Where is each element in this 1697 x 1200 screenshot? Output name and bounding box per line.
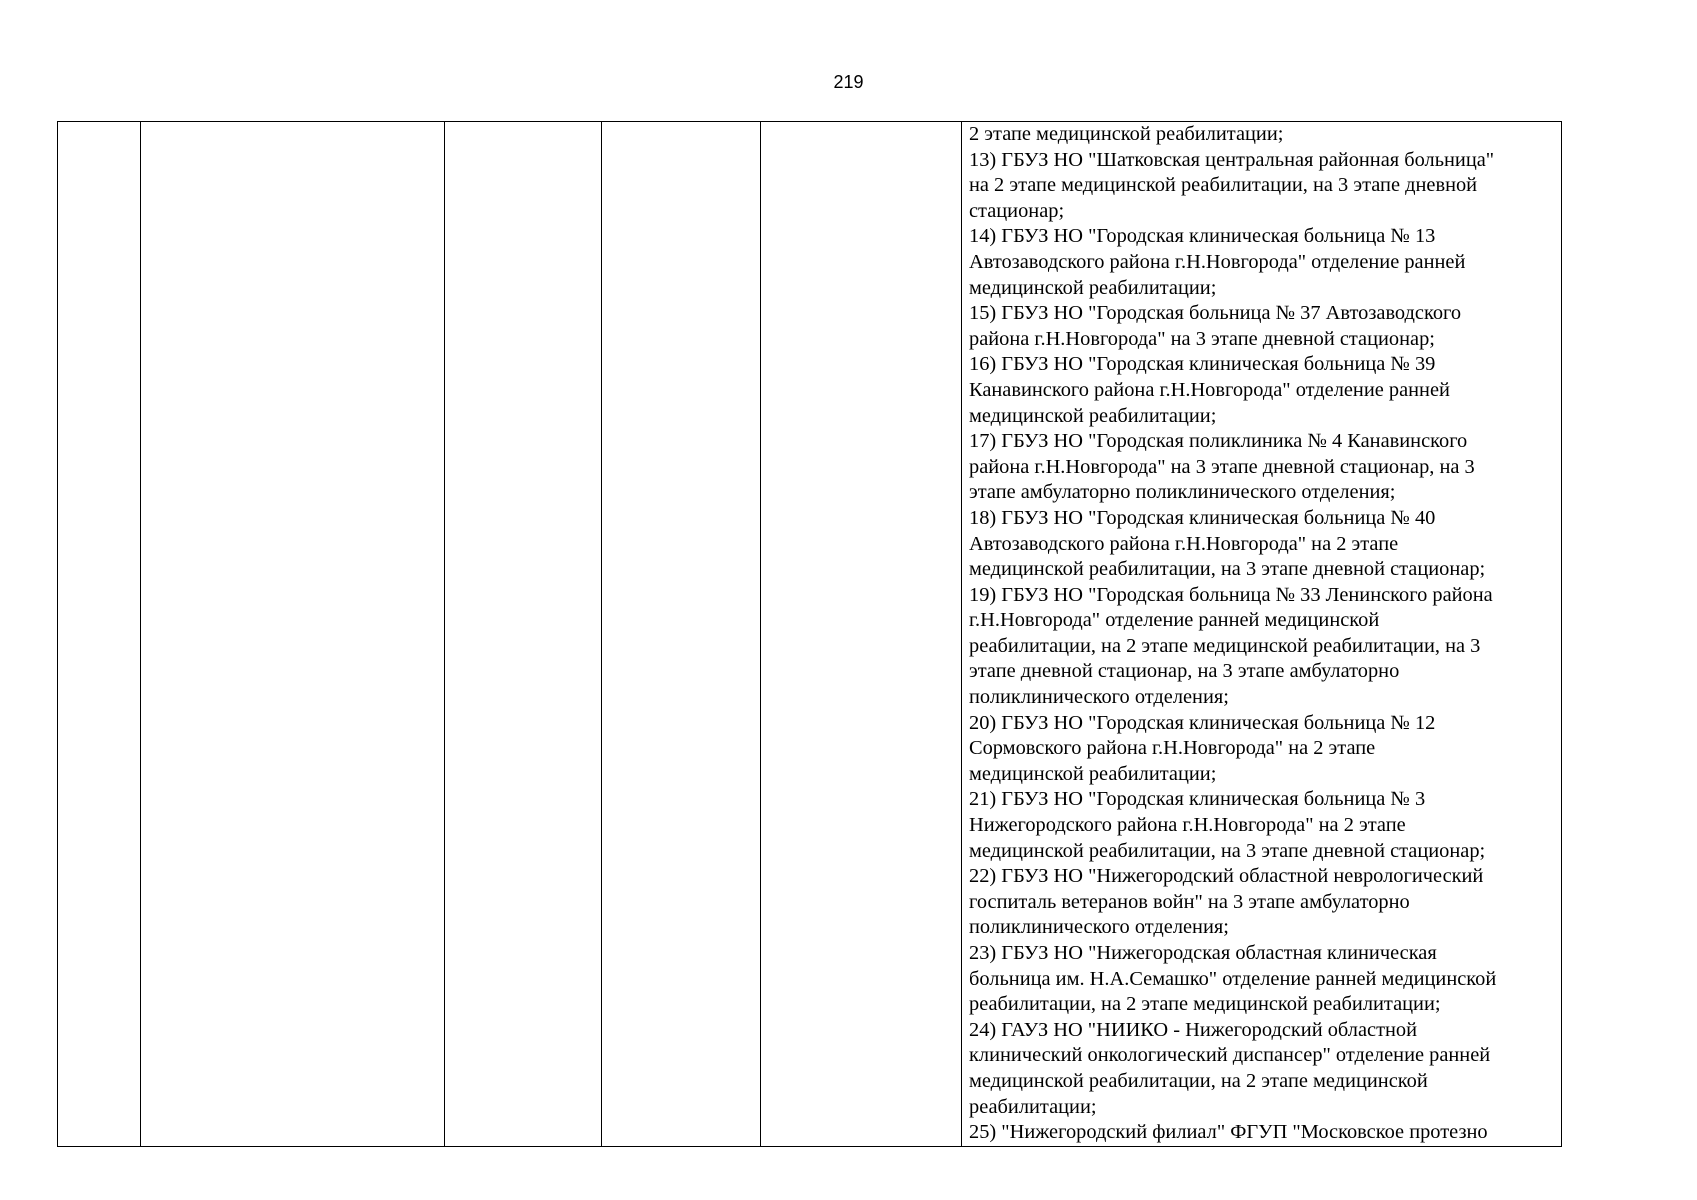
table-cell-col-3 <box>445 122 602 1147</box>
text-line: 20) ГБУЗ НО "Городская клиническая больница № 12 <box>969 711 1436 734</box>
text-line: на 2 этапе медицинской реабилитации, на 3 этапе дневной <box>969 174 1478 197</box>
text-line: Сормовского района г.Н.Новгорода" на 2 этапе <box>969 737 1376 760</box>
text-line: Автозаводского района г.Н.Новгорода" отделение ранней <box>969 250 1466 273</box>
text-line: госпиталь ветеранов войн" на 3 этапе амбулаторно <box>969 890 1410 913</box>
table-cell-facilities-list <box>962 122 1562 1147</box>
text-line: 16) ГБУЗ НО "Городская клиническая больница № 39 <box>969 353 1436 376</box>
table-cell-col-2 <box>141 122 445 1147</box>
text-line: медицинской реабилитации, на 2 этапе медицинской <box>969 1069 1428 1092</box>
text-line: Канавинского района г.Н.Новгорода" отделение ранней <box>969 378 1450 401</box>
text-line: больница им. Н.А.Семашко" отделение ранней медицинской <box>969 967 1497 990</box>
text-line: Автозаводского района г.Н.Новгорода" на 2 этапе <box>969 532 1399 555</box>
table-row <box>58 122 1562 1147</box>
document-table <box>57 121 1562 1147</box>
text-line: 15) ГБУЗ НО "Городская больница № 37 Автозаводского <box>969 302 1462 325</box>
text-line: реабилитации; <box>969 1095 1097 1118</box>
text-line: этапе дневной стационар, на 3 этапе амбулаторно <box>969 660 1400 683</box>
text-line: района г.Н.Новгорода" на 3 этапе дневной стационар, на 3 <box>969 455 1475 478</box>
text-line: 2 этапе медицинской реабилитации; <box>969 123 1284 145</box>
text-line: 18) ГБУЗ НО "Городская клиническая больница № 40 <box>969 506 1436 529</box>
text-line: медицинской реабилитации; <box>969 762 1217 785</box>
text-line: реабилитации, на 2 этапе медицинской реабилитации, на 3 <box>969 634 1481 657</box>
text-line: 17) ГБУЗ НО "Городская поликлиника № 4 Канавинского <box>969 430 1468 453</box>
text-line: 25) "Нижегородский филиал" ФГУП "Московское протезно <box>969 1121 1488 1144</box>
text-line: 24) ГАУЗ НО "НИИКО - Нижегородский областной <box>969 1018 1417 1041</box>
text-line: г.Н.Новгорода" отделение ранней медицинской <box>969 609 1380 632</box>
text-line: Нижегородского района г.Н.Новгорода" на 2 этапе <box>969 814 1406 837</box>
text-line: района г.Н.Новгорода" на 3 этапе дневной стационар; <box>969 327 1435 350</box>
text-line: поликлинического отделения; <box>969 686 1229 709</box>
text-line: 23) ГБУЗ НО "Нижегородская областная клиническая <box>969 942 1437 964</box>
text-line: стационар; <box>969 199 1065 222</box>
page-number: 219 <box>833 72 864 92</box>
text-line: 13) ГБУЗ НО "Шатковская центральная районная больница" <box>969 148 1495 171</box>
text-line: 14) ГБУЗ НО "Городская клиническая больница № 13 <box>969 225 1436 248</box>
text-line: медицинской реабилитации; <box>969 276 1217 299</box>
text-line: 22) ГБУЗ НО "Нижегородский областной неврологический <box>969 865 1484 888</box>
text-line: 19) ГБУЗ НО "Городская больница № 33 Ленинского района <box>969 583 1493 606</box>
text-line: 21) ГБУЗ НО "Городская клиническая больница № 3 <box>969 788 1426 811</box>
text-line: медицинской реабилитации, на 3 этапе дневной стационар; <box>969 558 1486 581</box>
table-cell-col-5 <box>761 122 962 1147</box>
text-line: реабилитации, на 2 этапе медицинской реабилитации; <box>969 993 1441 1016</box>
table-cell-col-4 <box>602 122 761 1147</box>
text-line: клинический онкологический диспансер" отделение ранней <box>969 1044 1491 1067</box>
text-line: поликлинического отделения; <box>969 916 1229 939</box>
text-line: этапе амбулаторно поликлинического отделения; <box>969 481 1396 504</box>
text-line: медицинской реабилитации; <box>969 404 1217 427</box>
text-line: медицинской реабилитации, на 3 этапе дневной стационар; <box>969 839 1486 862</box>
table-cell-col-1 <box>58 122 141 1147</box>
